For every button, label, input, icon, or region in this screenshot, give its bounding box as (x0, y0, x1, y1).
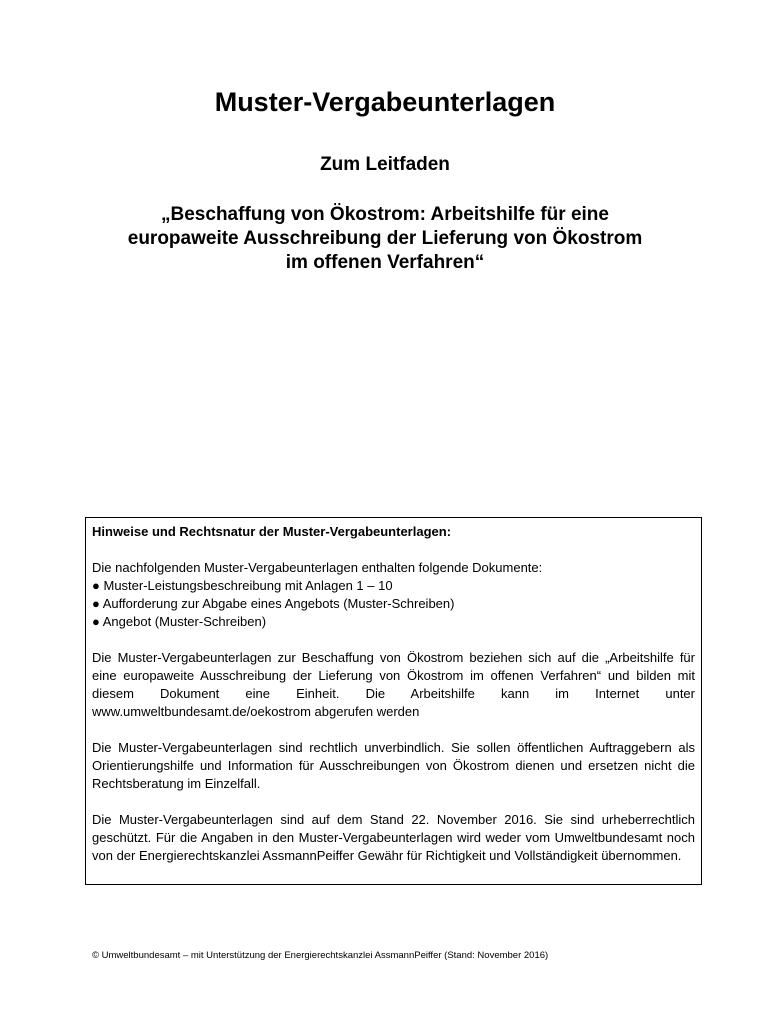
list-item (92, 577, 695, 595)
bullet-icon: ● (92, 596, 100, 611)
guide-title-line-2: europaweite Ausschreibung der Lieferung von Ökostrom (127, 228, 643, 249)
guide-title-line-1: „Beschaffung von Ökostrom: Arbeitshilfe für eine (161, 204, 609, 225)
bullet-icon: ● (92, 614, 100, 629)
list-item-text: Angebot (Muster-Schreiben) (102, 614, 267, 629)
documents-list (92, 577, 695, 631)
documents-intro: Die nachfolgenden Muster-Vergabeunterlagen enthalten folgende Dokumente: (92, 560, 543, 575)
bullet-icon: ● (92, 578, 100, 593)
list-item-text: Muster-Leistungsbeschreibung mit Anlagen 1 – 10 (103, 578, 393, 593)
relation-paragraph: Die Muster-Vergabeunterlagen zur Beschaffung von Ökostrom beziehen sich auf die „Arbeitshilfe für eine europaweite Ausschreibung der Lieferung von Ökostrom im offenen Verfahren“ und bilden mit diesem Dokument eine Einheit. Die Arbeitshilfe kann im Internet unter www.umweltbundesamt.de/oekostrom abgerufen werden (92, 650, 695, 719)
documents-section (92, 559, 695, 631)
nonbinding-paragraph: Die Muster-Vergabeunterlagen sind rechtlich unverbindlich. Sie sollen öffentlichen Auftraggebern als Orientierungshilfe und Information für Ausschreibungen von Ökostrom dienen und ersetzen nicht die Rechtsberatung im Einzelfall. (92, 740, 695, 791)
notice-heading: Hinweise und Rechtsnatur der Muster-Vergabeunterlagen: (92, 524, 452, 539)
footer-copyright: © Umweltbundesamt – mit Unterstützung der Energierechtskanzlei AssmannPeiffer (Stand: November 2016) (92, 950, 549, 961)
document-title: Muster-Vergabeunterlagen (214, 87, 556, 117)
legal-notice-box (85, 517, 702, 885)
guide-title-line-3: im offenen Verfahren“ (285, 252, 485, 273)
document-subtitle: Zum Leitfaden (320, 154, 450, 175)
list-item (92, 613, 695, 631)
list-item (92, 595, 695, 613)
list-item-text: Aufforderung zur Abgabe eines Angebots (Muster-Schreiben) (102, 596, 455, 611)
guide-title (60, 203, 710, 275)
copyright-paragraph: Die Muster-Vergabeunterlagen sind auf dem Stand 22. November 2016. Sie sind urheberrechtlich geschützt. Für die Angaben in den Muster-Vergabeunterlagen wird weder vom Umweltbundesamt noch von der Energierechtskanzlei AssmannPeiffer Gewähr für Richtigkeit und Vollständigkeit übernommen. (92, 812, 695, 863)
